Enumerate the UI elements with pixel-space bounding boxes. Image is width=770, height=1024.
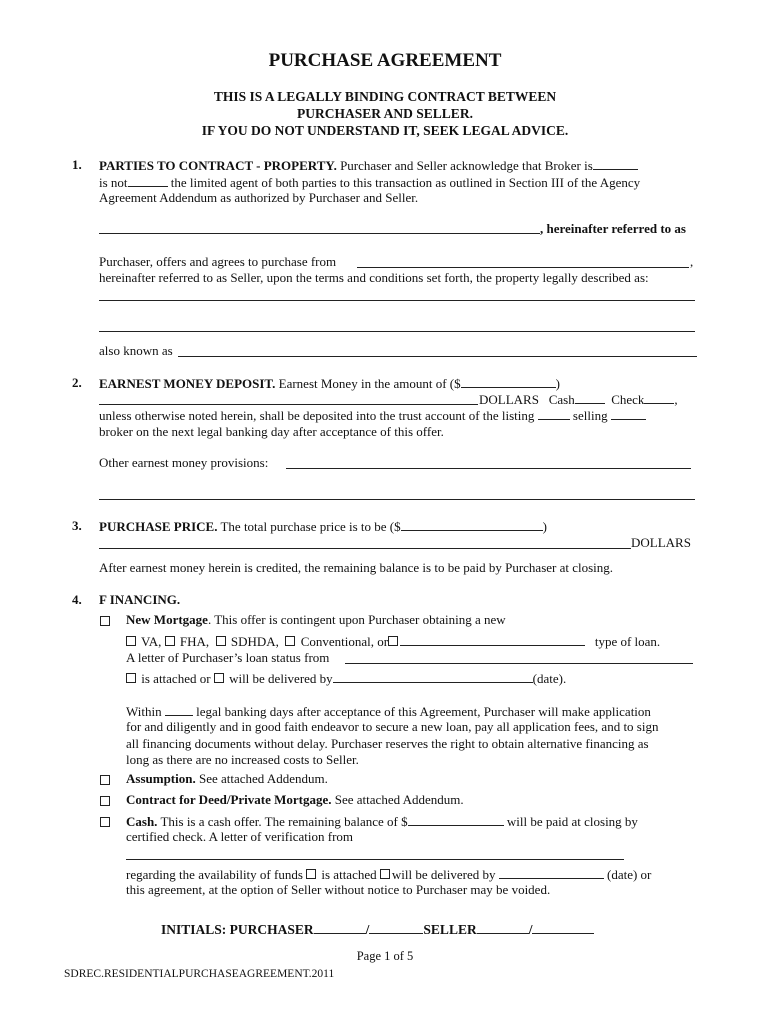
cash-offer-label: Cash. bbox=[126, 814, 158, 829]
cash-line bbox=[126, 813, 638, 830]
initials-slash-2: / bbox=[528, 922, 533, 937]
form-code: SDREC.RESIDENTIALPURCHASEAGREEMENT.2011 bbox=[64, 968, 335, 980]
earnest-amount-field[interactable] bbox=[461, 375, 556, 388]
initials-row bbox=[161, 921, 594, 938]
initials-purchaser-label: INITIALS: PURCHASER bbox=[161, 922, 314, 937]
selling-field[interactable] bbox=[611, 407, 646, 420]
earnest-words-field[interactable] bbox=[99, 404, 478, 405]
section-1-is-not: is not bbox=[99, 175, 128, 190]
aka-field[interactable] bbox=[178, 356, 697, 357]
purchase-dollars-label: DOLLARS bbox=[631, 535, 691, 550]
section-1-text-2: the limited agent of both parties to this transaction as outlined in Section III of the Agency bbox=[170, 175, 641, 190]
funds-attached-label: is attached bbox=[321, 867, 377, 882]
page-number: Page 1 of 5 bbox=[356, 949, 414, 963]
section-1-number: 1. bbox=[72, 157, 82, 172]
other-provisions-field[interactable] bbox=[286, 468, 691, 469]
assumption-line bbox=[126, 771, 328, 787]
within-text-2: for and diligently and in good faith endeavor to secure a new loan, pay all application fees, and to sign bbox=[126, 719, 659, 734]
section-1-line-2 bbox=[99, 174, 640, 191]
regarding-text: regarding the availability of funds bbox=[126, 867, 303, 882]
legal-description-line-1[interactable] bbox=[99, 300, 695, 301]
sdhda-checkbox[interactable] bbox=[216, 636, 226, 646]
new-mortgage-text: . This offer is contingent upon Purchaser obtaining a new bbox=[207, 612, 506, 627]
within-label: Within bbox=[126, 704, 162, 719]
check-field[interactable] bbox=[644, 391, 674, 404]
funds-delivered-label: will be delivered by bbox=[391, 867, 496, 882]
listing-field[interactable] bbox=[538, 407, 570, 420]
cash-text-b: will be paid at closing by bbox=[506, 814, 638, 829]
section-1-line-1 bbox=[99, 157, 638, 174]
section-1-heading: PARTIES TO CONTRACT - PROPERTY. bbox=[99, 158, 337, 173]
section-2-line-2 bbox=[479, 391, 678, 408]
section-2-number: 2. bbox=[72, 375, 82, 390]
funds-attached-checkbox[interactable] bbox=[306, 869, 316, 879]
regarding-line bbox=[126, 866, 651, 883]
within-line-1 bbox=[126, 703, 651, 720]
deed-line bbox=[126, 792, 464, 808]
section-2-text-1: Earnest Money in the amount of ($ bbox=[278, 376, 461, 391]
warning-line-1: THIS IS A LEGALLY BINDING CONTRACT BETWEEN bbox=[213, 89, 557, 104]
new-mortgage-label: New Mortgage bbox=[126, 612, 208, 627]
section-2-text-3: unless otherwise noted herein, shall be deposited into the trust account of the listing bbox=[99, 408, 535, 423]
within-text-4: long as there are no increased costs to Seller. bbox=[126, 752, 359, 767]
cash-checkbox[interactable] bbox=[100, 817, 110, 827]
cash-text-a: This is a cash offer. The remaining balance of $ bbox=[160, 814, 408, 829]
offers-text: Purchaser, offers and agrees to purchase from bbox=[99, 254, 337, 269]
banking-days-field[interactable] bbox=[165, 703, 193, 716]
section-3-paren: ) bbox=[542, 519, 547, 534]
loan-status-delivered-checkbox[interactable] bbox=[214, 673, 224, 683]
type-of-loan-label: type of loan. bbox=[594, 634, 661, 649]
legal-description-line-2[interactable] bbox=[99, 331, 695, 332]
section-2-comma: , bbox=[674, 392, 678, 407]
cash-field[interactable] bbox=[575, 391, 605, 404]
broker-is-not-field[interactable] bbox=[128, 174, 168, 187]
purchaser-initial-2-field[interactable] bbox=[369, 921, 423, 934]
va-label: VA, bbox=[141, 634, 162, 649]
loan-status-attached-checkbox[interactable] bbox=[126, 673, 136, 683]
seller-initial-2-field[interactable] bbox=[532, 921, 594, 934]
purchase-price-words-field[interactable] bbox=[99, 548, 631, 549]
section-1-text-1: Purchaser and Seller acknowledge that Broker is bbox=[340, 158, 593, 173]
loan-types-line bbox=[126, 633, 660, 650]
new-mortgage-checkbox[interactable] bbox=[100, 616, 110, 626]
section-3-number: 3. bbox=[72, 518, 82, 533]
aka-label: also known as bbox=[99, 343, 173, 358]
section-2-line-1 bbox=[99, 375, 560, 392]
funds-date-field[interactable] bbox=[499, 866, 604, 879]
va-checkbox[interactable] bbox=[126, 636, 136, 646]
fha-label: FHA, bbox=[179, 634, 210, 649]
deed-label: Contract for Deed/Private Mortgage. bbox=[126, 792, 332, 807]
conventional-label: Conventional, or bbox=[300, 634, 389, 649]
verification-from-field[interactable] bbox=[126, 859, 624, 860]
hereinafter-label: , hereinafter referred to as bbox=[540, 221, 686, 236]
contract-for-deed-checkbox[interactable] bbox=[100, 796, 110, 806]
within-text-1: legal banking days after acceptance of this Agreement, Purchaser will make application bbox=[196, 704, 651, 719]
earnest-dollars-label: DOLLARS bbox=[479, 392, 539, 407]
check-label: Check bbox=[611, 392, 645, 407]
seller-name-field[interactable] bbox=[357, 267, 689, 268]
seller-ref-text: hereinafter referred to as Seller, upon the terms and conditions set forth, the property legally described as: bbox=[99, 270, 649, 285]
within-text-3: all financing documents without delay. Purchaser reserves the right to obtain alternative financing as bbox=[126, 736, 649, 751]
funds-delivered-checkbox[interactable] bbox=[380, 869, 390, 879]
sdhda-label: SDHDA, bbox=[230, 634, 279, 649]
initials-seller-label: SELLER bbox=[423, 922, 477, 937]
purchaser-name-field[interactable] bbox=[99, 233, 540, 234]
new-mortgage-line bbox=[126, 612, 506, 628]
section-1-text-3: Agreement Addendum as authorized by Purchaser and Seller. bbox=[99, 190, 419, 205]
attached-label: is attached or bbox=[141, 671, 211, 686]
loan-status-date-field[interactable] bbox=[333, 670, 533, 683]
section-2-text-4: broker on the next legal banking day after acceptance of this offer. bbox=[99, 424, 444, 439]
conventional-checkbox[interactable] bbox=[285, 636, 295, 646]
fha-checkbox[interactable] bbox=[165, 636, 175, 646]
balance-text: After earnest money herein is credited, the remaining balance is to be paid by Purchaser at closing. bbox=[99, 560, 614, 575]
assumption-checkbox[interactable] bbox=[100, 775, 110, 785]
voided-text: this agreement, at the option of Seller without notice to Purchaser may be voided. bbox=[126, 882, 551, 897]
page-title: PURCHASE AGREEMENT bbox=[268, 50, 502, 71]
section-2-heading: EARNEST MONEY DEPOSIT. bbox=[99, 376, 276, 391]
section-4-number: 4. bbox=[72, 592, 82, 607]
cash-balance-field[interactable] bbox=[408, 813, 504, 826]
other-provisions-line-2[interactable] bbox=[99, 499, 695, 500]
selling-label: selling bbox=[572, 408, 608, 423]
section-4-heading: F INANCING. bbox=[99, 592, 181, 607]
delivered-label: will be delivered by bbox=[229, 671, 333, 686]
other-loan-field[interactable] bbox=[400, 633, 585, 646]
purchase-price-field[interactable] bbox=[401, 518, 543, 531]
offers-comma: , bbox=[690, 254, 694, 269]
section-2-paren: ) bbox=[555, 376, 560, 391]
hereinafter-text bbox=[540, 221, 686, 237]
other-provisions-label: Other earnest money provisions: bbox=[99, 455, 269, 470]
loan-status-from-field[interactable] bbox=[345, 663, 693, 664]
initials-slash-1: / bbox=[365, 922, 370, 937]
section-2-line-3 bbox=[99, 407, 646, 424]
loan-status-line bbox=[126, 670, 566, 687]
section-3-heading: PURCHASE PRICE. bbox=[99, 519, 218, 534]
section-3-text-1: The total purchase price is to be ($ bbox=[220, 519, 401, 534]
warning-line-3: IF YOU DO NOT UNDERSTAND IT, SEEK LEGAL ADVICE. bbox=[201, 123, 569, 138]
warning-line-2: PURCHASER AND SELLER. bbox=[297, 106, 473, 121]
certified-text: certified check. A letter of verification from bbox=[126, 829, 354, 844]
purchaser-initial-1-field[interactable] bbox=[314, 921, 366, 934]
broker-is-field[interactable] bbox=[593, 157, 638, 170]
loan-status-label: A letter of Purchaser’s loan status from bbox=[126, 650, 330, 665]
other-loan-checkbox[interactable] bbox=[388, 636, 398, 646]
assumption-text: See attached Addendum. bbox=[198, 771, 328, 786]
date-label: (date). bbox=[532, 671, 567, 686]
cash-label: Cash bbox=[548, 392, 575, 407]
deed-text: See attached Addendum. bbox=[334, 792, 464, 807]
funds-date-label: (date) or bbox=[606, 867, 652, 882]
section-3-line-1 bbox=[99, 518, 547, 535]
assumption-label: Assumption. bbox=[126, 771, 196, 786]
seller-initial-1-field[interactable] bbox=[477, 921, 529, 934]
